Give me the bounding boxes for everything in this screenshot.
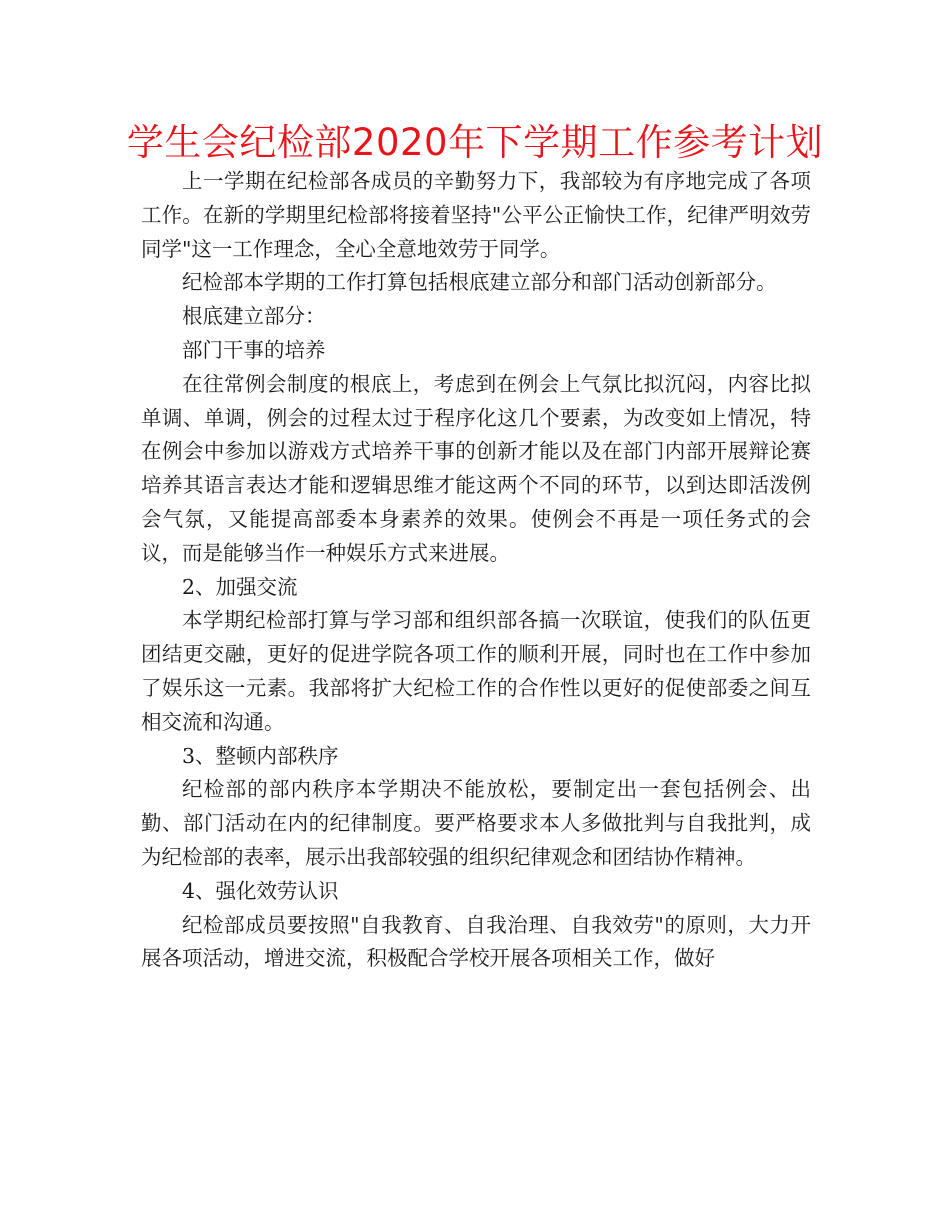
paragraph-communication: 本学期纪检部打算与学习部和组织部各搞一次联谊，使我们的队伍更团结更交融，更好的促进学院各项工作的顺利开展，同时也在工作中参加了娱乐这一元素。我部将扩大纪检工作的合作性以更好的促使部委之间互相交流和沟通。 xyxy=(141,608,811,734)
paragraph-plan-scope: 纪检部本学期的工作打算包括根底建立部分和部门活动创新部分。 xyxy=(182,270,777,295)
document-title: 学生会纪检部2020年下学期工作参考计划 xyxy=(126,121,824,164)
subheading-staff-training: 部门干事的培养 xyxy=(182,337,326,362)
section-heading-foundation: 根底建立部分： xyxy=(182,304,326,329)
subheading-communication: 2、加强交流 xyxy=(182,574,298,599)
paragraph-service-awareness: 纪检部成员要按照"自我教育、自我治理、自我效劳"的原则，大力开展各项活动，增进交流，积极配合学校开展各项相关工作，做好 xyxy=(141,912,811,971)
paragraph-staff-training: 在往常例会制度的根底上，考虑到在例会上气氛比拟沉闷，内容比拟单调、单调，例会的过程太过于程序化这几个要素，为改变如上情况，特在例会中参加以游戏方式培养干事的创新才能以及在部门内部开展辩论赛培养其语言表达才能和逻辑思维才能这两个不同的环节，以到达即活泼例会气氛，又能提高部委本身素养的效果。使例会不再是一项任务式的会议，而是能够当作一种娱乐方式来进展。 xyxy=(141,371,811,565)
document-body xyxy=(141,165,811,976)
paragraph-internal-order: 纪检部的部内秩序本学期决不能放松，要制定出一套包括例会、出勤、部门活动在内的纪律制度。要严格要求本人多做批判与自我批判，成为纪检部的表率，展示出我部较强的组织纪律观念和团结协作精神。 xyxy=(141,777,811,869)
subheading-service-awareness: 4、强化效劳认识 xyxy=(182,878,339,903)
paragraph-intro: 上一学期在纪检部各成员的辛勤努力下，我部较为有序地完成了各项工作。在新的学期里纪检部将接着坚持"公平公正愉快工作，纪律严明效劳同学"这一工作理念，全心全意地效劳于同学。 xyxy=(141,169,811,261)
subheading-internal-order: 3、整顿内部秩序 xyxy=(182,743,339,768)
